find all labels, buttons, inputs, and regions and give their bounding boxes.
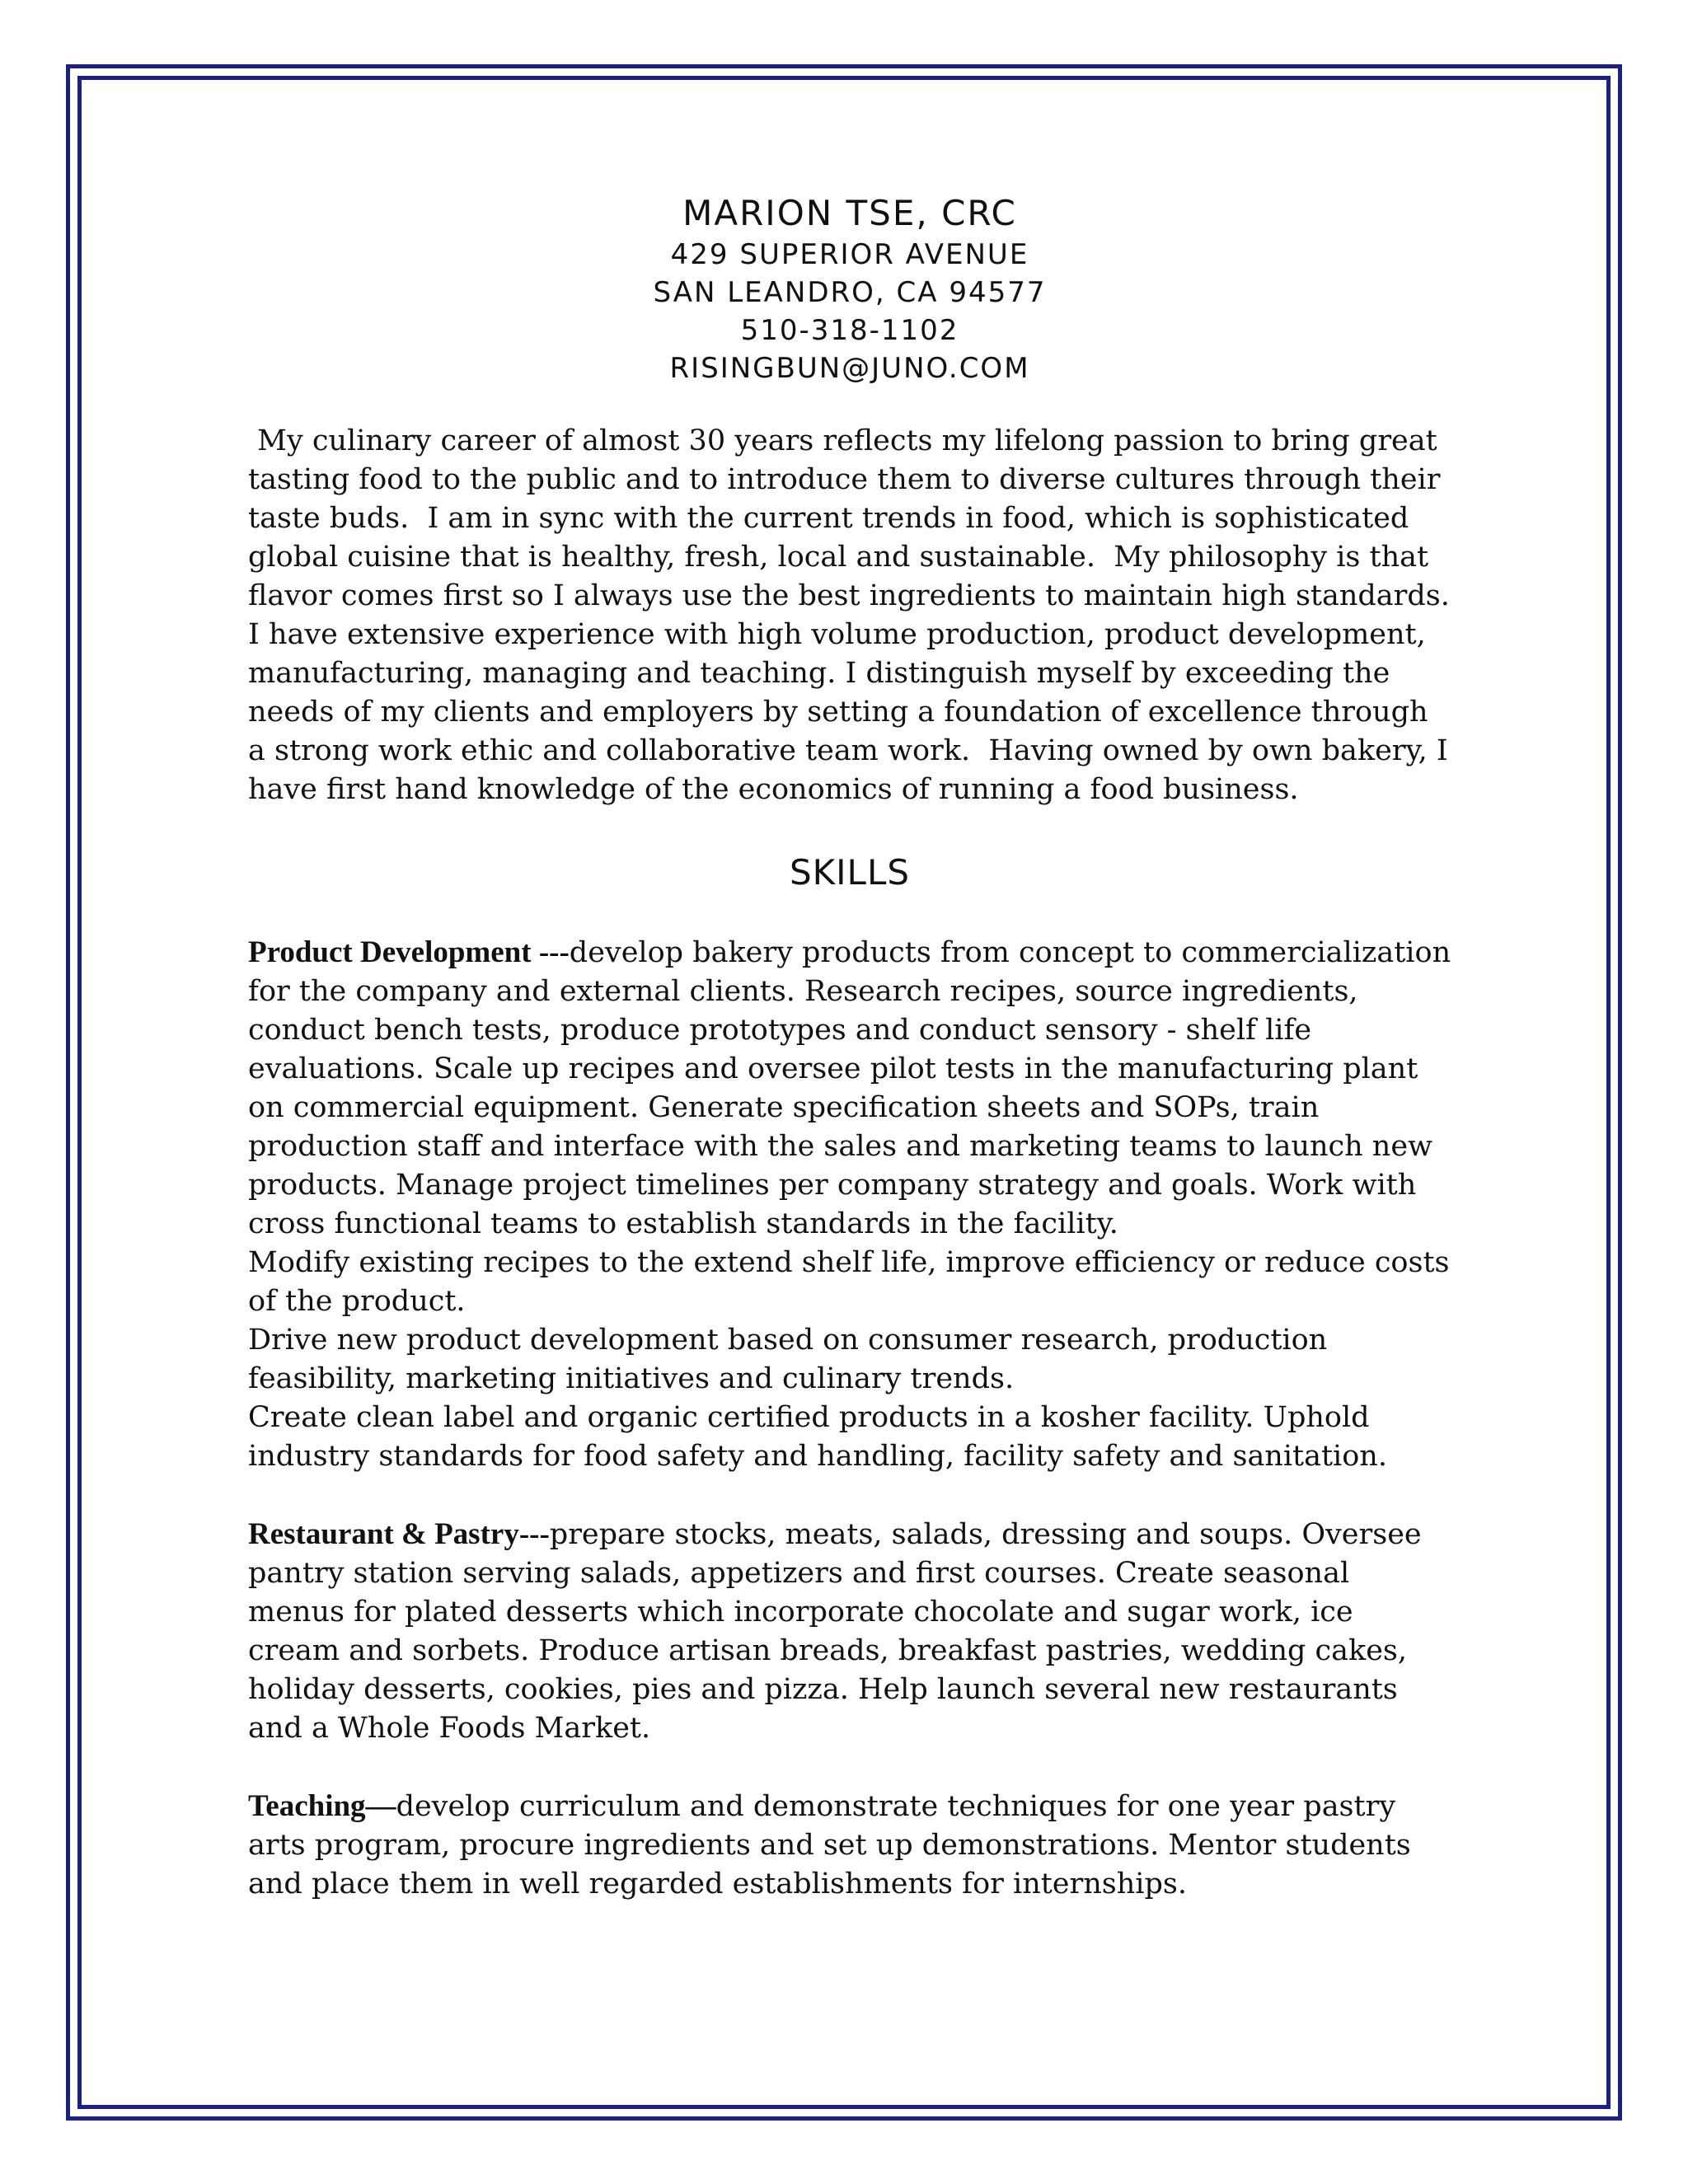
- skill-paragraph: [248, 933, 1451, 1244]
- skill-text: develop bakery products from concept to commercialization for the company and external clients. Research recipes, source ingredients, conduct bench tests, produce prototypes and conduct sensory - shelf life evaluations. Scale up recipes and oversee pilot tests in the manufacturing plant on commercial equipment. Generate specification sheets and SOPs, train production staff and interface with the sales and marketing teams to launch new products. Manage project timelines per company strategy and goals. Work with cross functional teams to establish standards in the facility.: [248, 936, 1451, 1240]
- skill-paragraph: Drive new product development based on consumer research, production feasibility, marketing initiatives and culinary trends.: [248, 1324, 1328, 1395]
- skill-label: Product Development ---: [248, 935, 570, 969]
- skill-label: Teaching—: [248, 1789, 396, 1823]
- address-line: 429 SUPERIOR AVENUE: [670, 238, 1029, 271]
- candidate-name: MARION TSE, CRC: [682, 193, 1017, 233]
- skill-paragraph: Modify existing recipes to the extend shelf life, improve efficiency or reduce costs of the product.: [248, 1246, 1450, 1318]
- skill-teaching: [248, 1787, 1451, 1904]
- city-line: SAN LEANDRO, CA 94577: [653, 276, 1047, 309]
- resume-document: [248, 191, 1460, 1904]
- skill-restaurant-pastry: [248, 1515, 1451, 1748]
- resume-header: [248, 191, 1451, 387]
- skill-text: develop curriculum and demonstrate techniques for one year pastry arts program, procure ingredients and set up demonstrations. Mentor students and place them in well regarded establishments for internships.: [248, 1790, 1411, 1900]
- skill-text: prepare stocks, meats, salads, dressing and soups. Oversee pantry station serving salads, appetizers and first courses. Create seasonal menus for plated desserts which incorporate chocolate and sugar work, ice cream and sorbets. Produce artisan breads, breakfast pastries, wedding cakes, holiday desserts, cookies, pies and pizza. Help launch several new restaurants and a Whole Foods Market.: [248, 1518, 1422, 1745]
- email-line: RISINGBUN@JUNO.COM: [669, 352, 1030, 385]
- skill-paragraph: Create clean label and organic certified products in a kosher facility. Uphold industry standards for food safety and handling, facility safety and sanitation.: [248, 1401, 1387, 1473]
- skills-heading: SKILLS: [789, 852, 911, 893]
- phone-line: 510-318-1102: [740, 314, 959, 347]
- skill-product-development: [248, 933, 1451, 1476]
- summary-paragraph: My culinary career of almost 30 years reflects my lifelong passion to bring great tasting food to the public and to introduce them to diverse cultures through their taste buds. I am in sync with the current trends in food, which is sophisticated global cuisine that is healthy, fresh, local and sustainable. My philosophy is that flavor comes first so I always use the best ingredients to maintain high standards. I have extensive experience with high volume production, product development, manufacturing, managing and teaching. I distinguish myself by exceeding the needs of my clients and employers by setting a foundation of excellence through a strong work ethic and collaborative team work. Having owned by own bakery, I have first hand knowledge of the economics of running a food business.: [248, 424, 1460, 806]
- skill-label: Restaurant & Pastry---: [248, 1517, 550, 1551]
